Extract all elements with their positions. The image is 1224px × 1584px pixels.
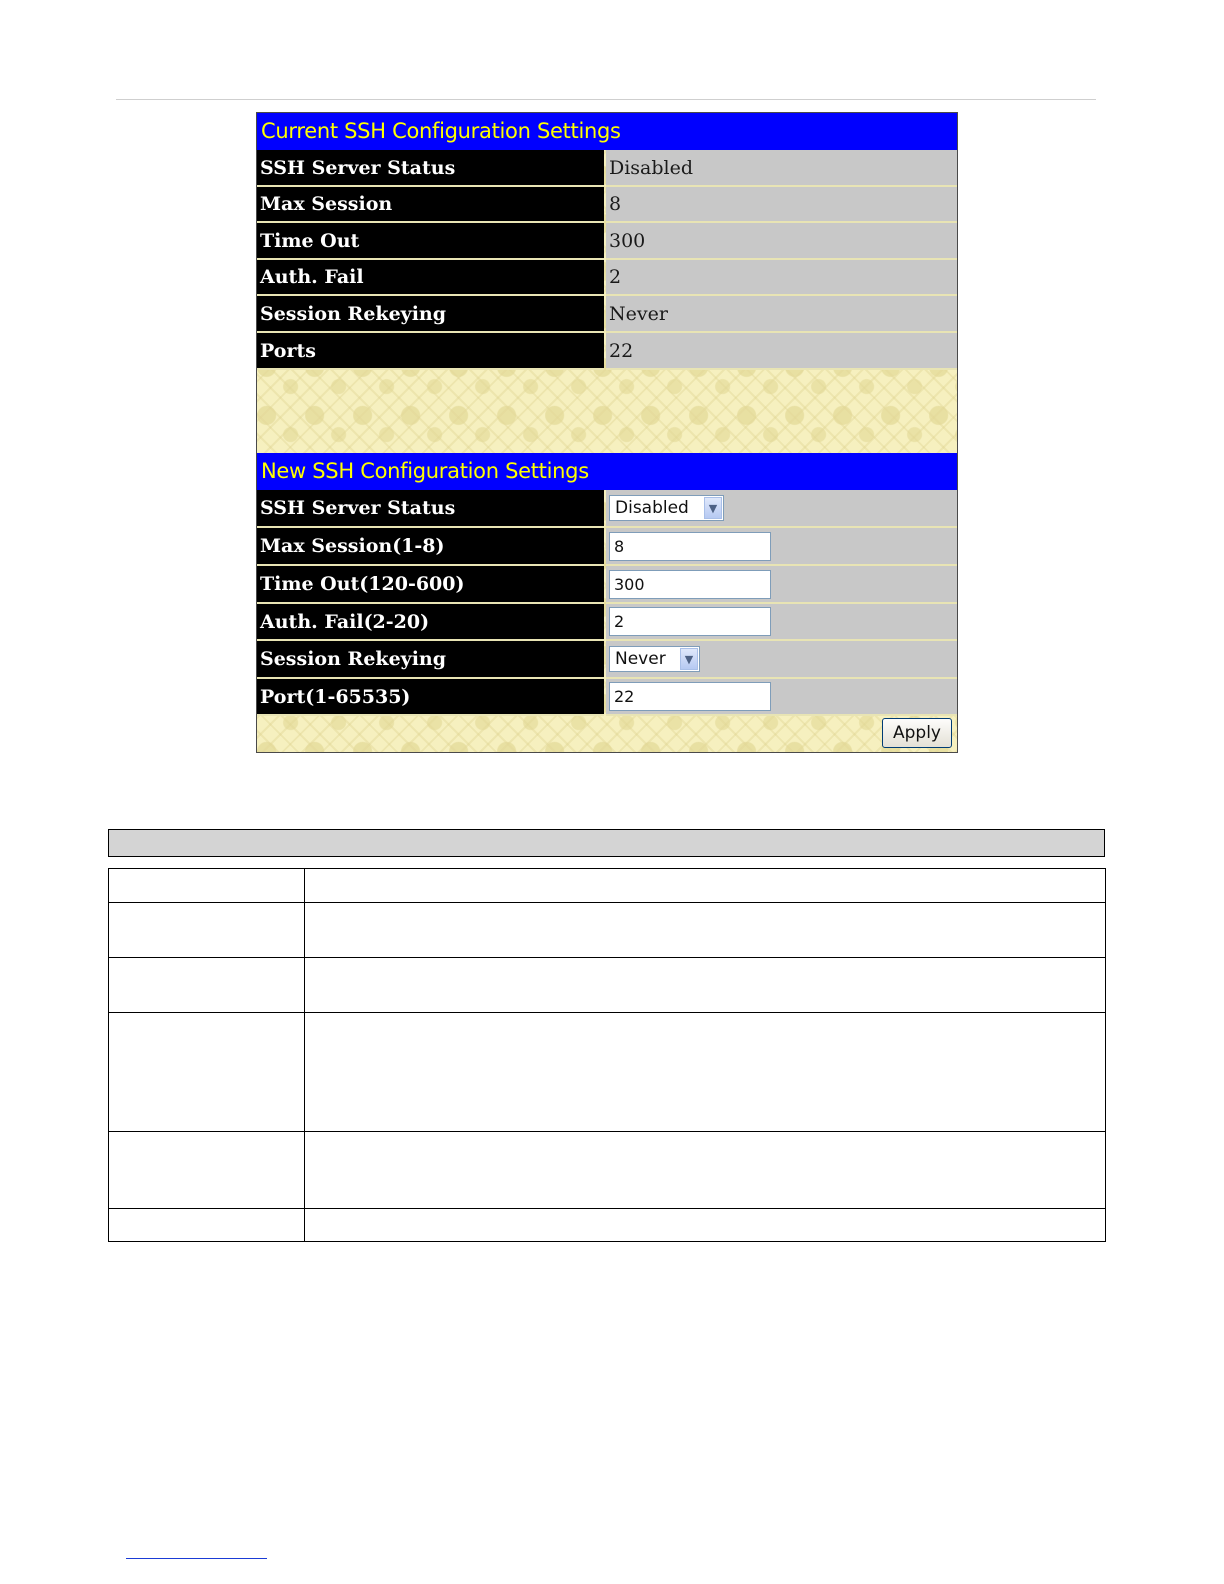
new-value-cell: [606, 490, 957, 528]
current-value: 8: [606, 187, 957, 223]
new-settings-header: New SSH Configuration Settings: [257, 453, 957, 490]
footer-link-underline: [126, 1558, 267, 1559]
new-label: Max Session(1-8): [257, 528, 604, 566]
new-row-port: [257, 679, 957, 716]
current-value: 2: [606, 260, 957, 296]
current-label: Max Session: [257, 187, 604, 223]
current-row-time-out: [257, 223, 957, 260]
new-value-cell: [606, 566, 957, 604]
ssh-config-panel: [256, 112, 958, 753]
table-row: [109, 958, 1106, 1013]
new-label: SSH Server Status: [257, 490, 604, 528]
session-rekeying-select-value: Never: [615, 649, 666, 669]
current-settings-header: Current SSH Configuration Settings: [257, 113, 957, 150]
table-row: [109, 1209, 1106, 1242]
new-label: Port(1-65535): [257, 679, 604, 716]
current-row-max-session: [257, 187, 957, 223]
top-rule: [116, 99, 1096, 100]
description-table-header: [108, 829, 1105, 857]
new-row-session-rekeying: [257, 641, 957, 679]
current-value: Never: [606, 296, 957, 333]
current-value: 22: [606, 333, 957, 370]
time-out-input[interactable]: [609, 570, 771, 599]
current-row-auth-fail: [257, 260, 957, 296]
current-value: 300: [606, 223, 957, 260]
chevron-down-icon[interactable]: ▼: [680, 648, 698, 670]
session-rekeying-select[interactable]: [609, 646, 700, 672]
new-row-auth-fail: [257, 604, 957, 641]
new-value-cell: [606, 528, 957, 566]
new-label: Time Out(120-600): [257, 566, 604, 604]
current-label: Auth. Fail: [257, 260, 604, 296]
max-session-input[interactable]: [609, 532, 771, 561]
current-row-session-rekeying: [257, 296, 957, 333]
table-row: [109, 1013, 1106, 1132]
table-row: [109, 903, 1106, 958]
new-label: Session Rekeying: [257, 641, 604, 679]
current-label: Ports: [257, 333, 604, 370]
new-value-cell: [606, 679, 957, 716]
current-label: Session Rekeying: [257, 296, 604, 333]
current-row-ssh-status: [257, 150, 957, 187]
new-value-cell: [606, 641, 957, 679]
current-label: Time Out: [257, 223, 604, 260]
new-row-time-out: [257, 566, 957, 604]
current-row-ports: [257, 333, 957, 370]
current-value: Disabled: [606, 150, 957, 187]
description-table: [108, 868, 1106, 1242]
auth-fail-input[interactable]: [609, 607, 771, 636]
table-row: [109, 1132, 1106, 1209]
table-row: [109, 869, 1106, 903]
current-label: SSH Server Status: [257, 150, 604, 187]
ssh-status-select-value: Disabled: [615, 498, 689, 518]
new-label: Auth. Fail(2-20): [257, 604, 604, 641]
new-row-ssh-status: [257, 490, 957, 528]
port-input[interactable]: [609, 682, 771, 711]
new-row-max-session: [257, 528, 957, 566]
apply-button[interactable]: Apply: [882, 718, 952, 748]
ssh-status-select[interactable]: [609, 495, 724, 521]
chevron-down-icon[interactable]: ▼: [704, 497, 722, 519]
new-value-cell: [606, 604, 957, 641]
